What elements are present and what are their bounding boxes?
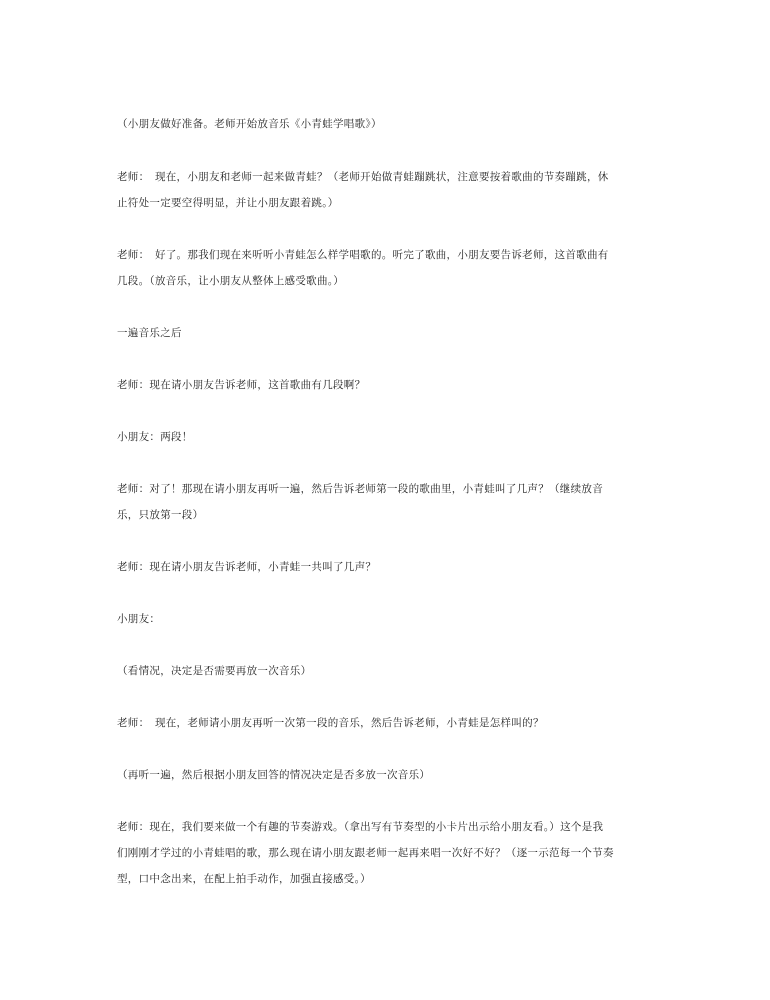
paragraph-stage-direction-listen-again [117, 762, 662, 788]
paragraph-teacher-listen-again [117, 476, 662, 528]
text-line: （看情况，决定是否需要再放一次音乐） [117, 665, 312, 677]
text-line: 型，口中念出来，在配上拍手动作，加强直接感受。） [117, 873, 371, 885]
text-line: 老师：现在，我们要来做一个有趣的节奏游戏。（拿出写有节奏型的小卡片出示给小朋友看。）这个是我 [117, 821, 604, 833]
text-line: 们刚刚才学过的小青蛙唱的歌，那么现在请小朋友跟老师一起再来唱一次好不好？（逐一示范每一个节奏 [117, 847, 614, 859]
paragraph-stage-direction-prepare [117, 111, 662, 137]
text-line: （再听一遍，然后根据小朋友回答的情况决定是否多放一次音乐） [117, 769, 431, 781]
paragraph-teacher-how-many-parts [117, 372, 662, 398]
paragraph-teacher-rhythm-game [117, 814, 662, 892]
text-line: 老师： 现在，老师请小朋友再听一次第一段的音乐，然后告诉老师，小青蛙是怎样叫的？ [117, 717, 544, 729]
paragraph-teacher-count-calls [117, 554, 662, 580]
text-line: （小朋友做好准备。老师开始放音乐《小青蛙学唱歌》） [117, 118, 382, 130]
text-line: 几段。（放音乐，让小朋友从整体上感受歌曲。） [117, 275, 345, 287]
paragraph-teacher-frog-jump [117, 164, 662, 216]
text-line: 小朋友：两段！ [117, 431, 193, 443]
paragraph-children-two-parts [117, 424, 662, 450]
paragraph-after-music [117, 320, 662, 346]
text-line: 老师：现在请小朋友告诉老师，小青蛙一共叫了几声？ [117, 561, 377, 573]
text-line: 老师： 现在，小朋友和老师一起来做青蛙？（老师开始做青蛙蹦跳状，注意要按着歌曲的节奏蹦跳，休 [117, 171, 609, 183]
text-line: 老师：现在请小朋友告诉老师，这首歌曲有几段啊？ [117, 379, 366, 391]
text-line: 老师： 好了。那我们现在来听听小青蛙怎么样学唱歌的。听完了歌曲，小朋友要告诉老师，这首歌曲有 [117, 249, 609, 261]
text-line: 老师：对了！那现在请小朋友再听一遍，然后告诉老师第一段的歌曲里，小青蛙叫了几声？（继续放音 [117, 483, 603, 495]
text-line: 乐，只放第一段） [117, 509, 204, 521]
paragraph-children-answer [117, 606, 662, 632]
paragraph-stage-direction-replay [117, 658, 662, 684]
paragraph-teacher-how-frog-calls [117, 710, 662, 736]
text-line: 止符处一定要空得明显，并让小朋友跟着跳。） [117, 197, 339, 209]
text-line: 小朋友： [117, 613, 161, 625]
text-line: 一遍音乐之后 [117, 327, 182, 339]
paragraph-teacher-listen-song [117, 242, 662, 294]
